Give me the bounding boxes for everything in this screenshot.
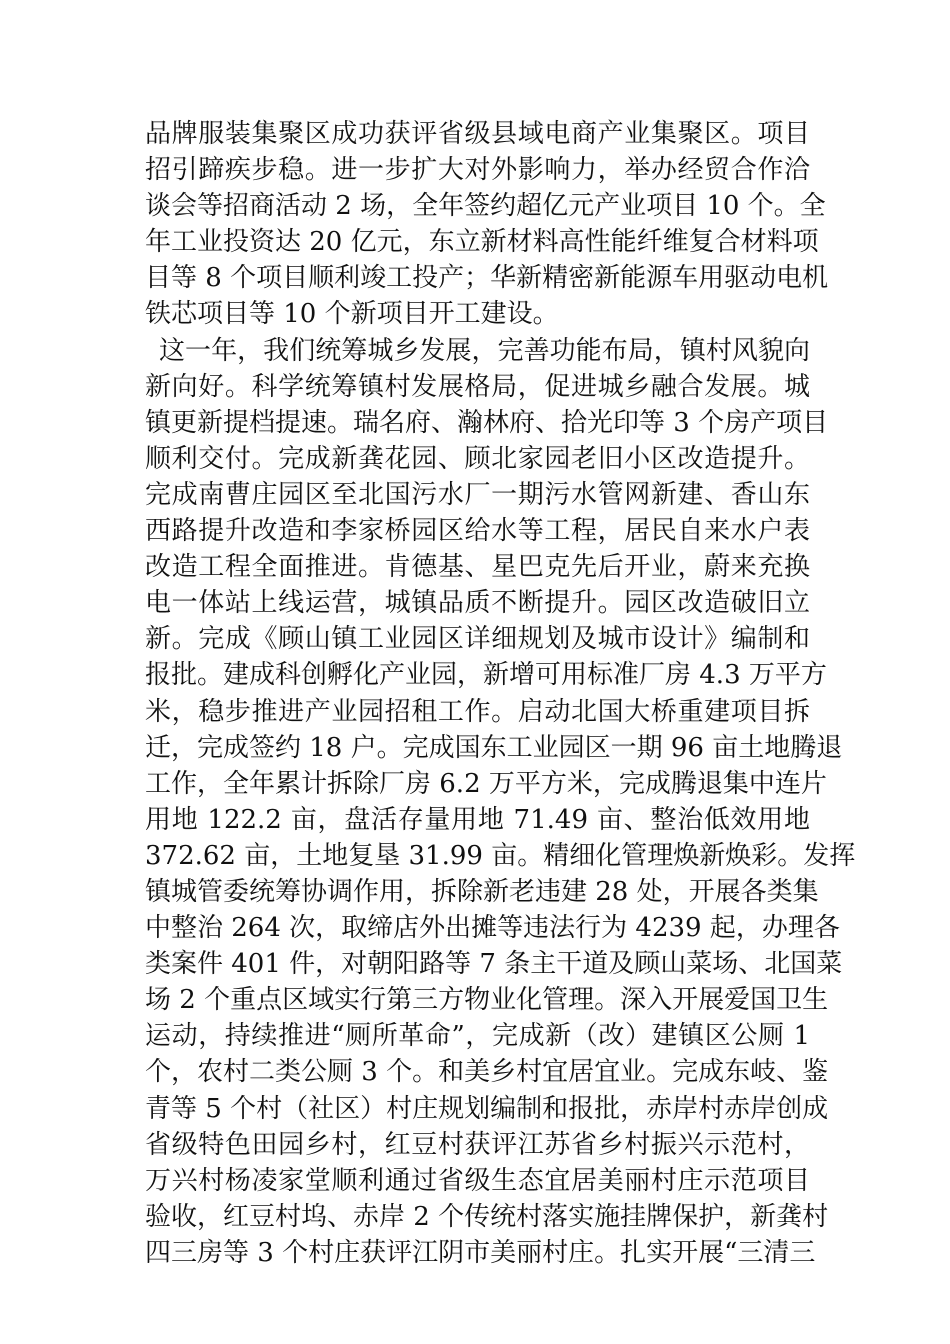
text-line: 西路提升改造和李家桥园区给水等工程，居民自来水户表	[145, 516, 810, 547]
text-line: 这一年，我们统筹城乡发展，完善功能布局，镇村风貌向	[159, 335, 810, 366]
text-line: 372.62 亩，土地复垦 31.99 亩。精细化管理焕新焕彩。发挥	[145, 840, 856, 871]
text-line: 中整治 264 次，取缔店外出摊等违法行为 4239 起，办理各	[145, 913, 840, 944]
text-line: 招引蹄疾步稳。进一步扩大对外影响力，举办经贸合作洽	[145, 155, 810, 186]
text-line: 类案件 401 件，对朝阳路等 7 条主干道及顾山菜场、北国菜	[145, 949, 843, 980]
text-line: 顺利交付。完成新龚花园、顾北家园老旧小区改造提升。	[145, 443, 810, 474]
text-line: 品牌服装集聚区成功获评省级县域电商产业集聚区。项目	[145, 119, 810, 149]
body-text	[145, 116, 856, 1271]
text-line: 目等 8 个项目顺利竣工投产；华新精密新能源车用驱动电机	[145, 263, 829, 294]
text-line: 米，稳步推进产业园招租工作。启动北国大桥重建项目拆	[145, 696, 810, 727]
text-line: 完成南曹庄园区至北国污水厂一期污水管网新建、香山东	[145, 479, 810, 510]
text-line: 改造工程全面推进。肯德基、星巴克先后开业，蔚来充换	[145, 552, 810, 583]
text-line: 万兴村杨凌家堂顺利通过省级生态宜居美丽村庄示范项目	[145, 1165, 810, 1196]
text-line: 新向好。科学统筹镇村发展格局，促进城乡融合发展。城	[145, 371, 810, 402]
text-line: 铁芯项目等 10 个新项目开工建设。	[145, 299, 559, 330]
text-line: 个，农村二类公厕 3 个。和美乡村宜居宜业。完成东岐、鉴	[145, 1057, 829, 1088]
text-line: 镇城管委统筹协调作用，拆除新老违建 28 处，开展各类集	[145, 876, 819, 907]
text-line: 运动，持续推进“厕所革命”，完成新（改）建镇区公厕 1	[145, 1021, 810, 1052]
text-line: 新。完成《顾山镇工业园区详细规划及城市设计》编制和	[145, 624, 810, 655]
text-line: 省级特色田园乡村，红豆村获评江苏省乡村振兴示范村，	[145, 1129, 810, 1160]
text-line: 四三房等 3 个村庄获评江阴市美丽村庄。扎实开展“三清三	[145, 1237, 816, 1268]
text-line: 验收，红豆村坞、赤岸 2 个传统村落实施挂牌保护，新龚村	[145, 1201, 829, 1232]
text-line: 场 2 个重点区域实行第三方物业化管理。深入开展爱国卫生	[145, 985, 829, 1016]
text-line: 镇更新提档提速。瑞名府、瀚林府、拾光印等 3 个房产项目	[145, 407, 829, 438]
text-line: 谈会等招商活动 2 场，全年签约超亿元产业项目 10 个。全	[145, 191, 826, 222]
text-line: 电一体站上线运营，城镇品质不断提升。园区改造破旧立	[145, 588, 810, 619]
text-line: 用地 122.2 亩，盘活存量用地 71.49 亩、整治低效用地	[145, 804, 810, 835]
text-line: 迁，完成签约 18 户。完成国东工业园区一期 96 亩土地腾退	[145, 732, 843, 763]
text-line: 青等 5 个村（社区）村庄规划编制和报批，赤岸村赤岸创成	[145, 1093, 829, 1124]
text-line: 工作，全年累计拆除厂房 6.2 万平方米，完成腾退集中连片	[145, 768, 827, 799]
text-line: 报批。建成科创孵化产业园，新增可用标准厂房 4.3 万平方	[145, 660, 827, 691]
text-line: 年工业投资达 20 亿元，东立新材料高性能纤维复合材料项	[145, 227, 819, 258]
